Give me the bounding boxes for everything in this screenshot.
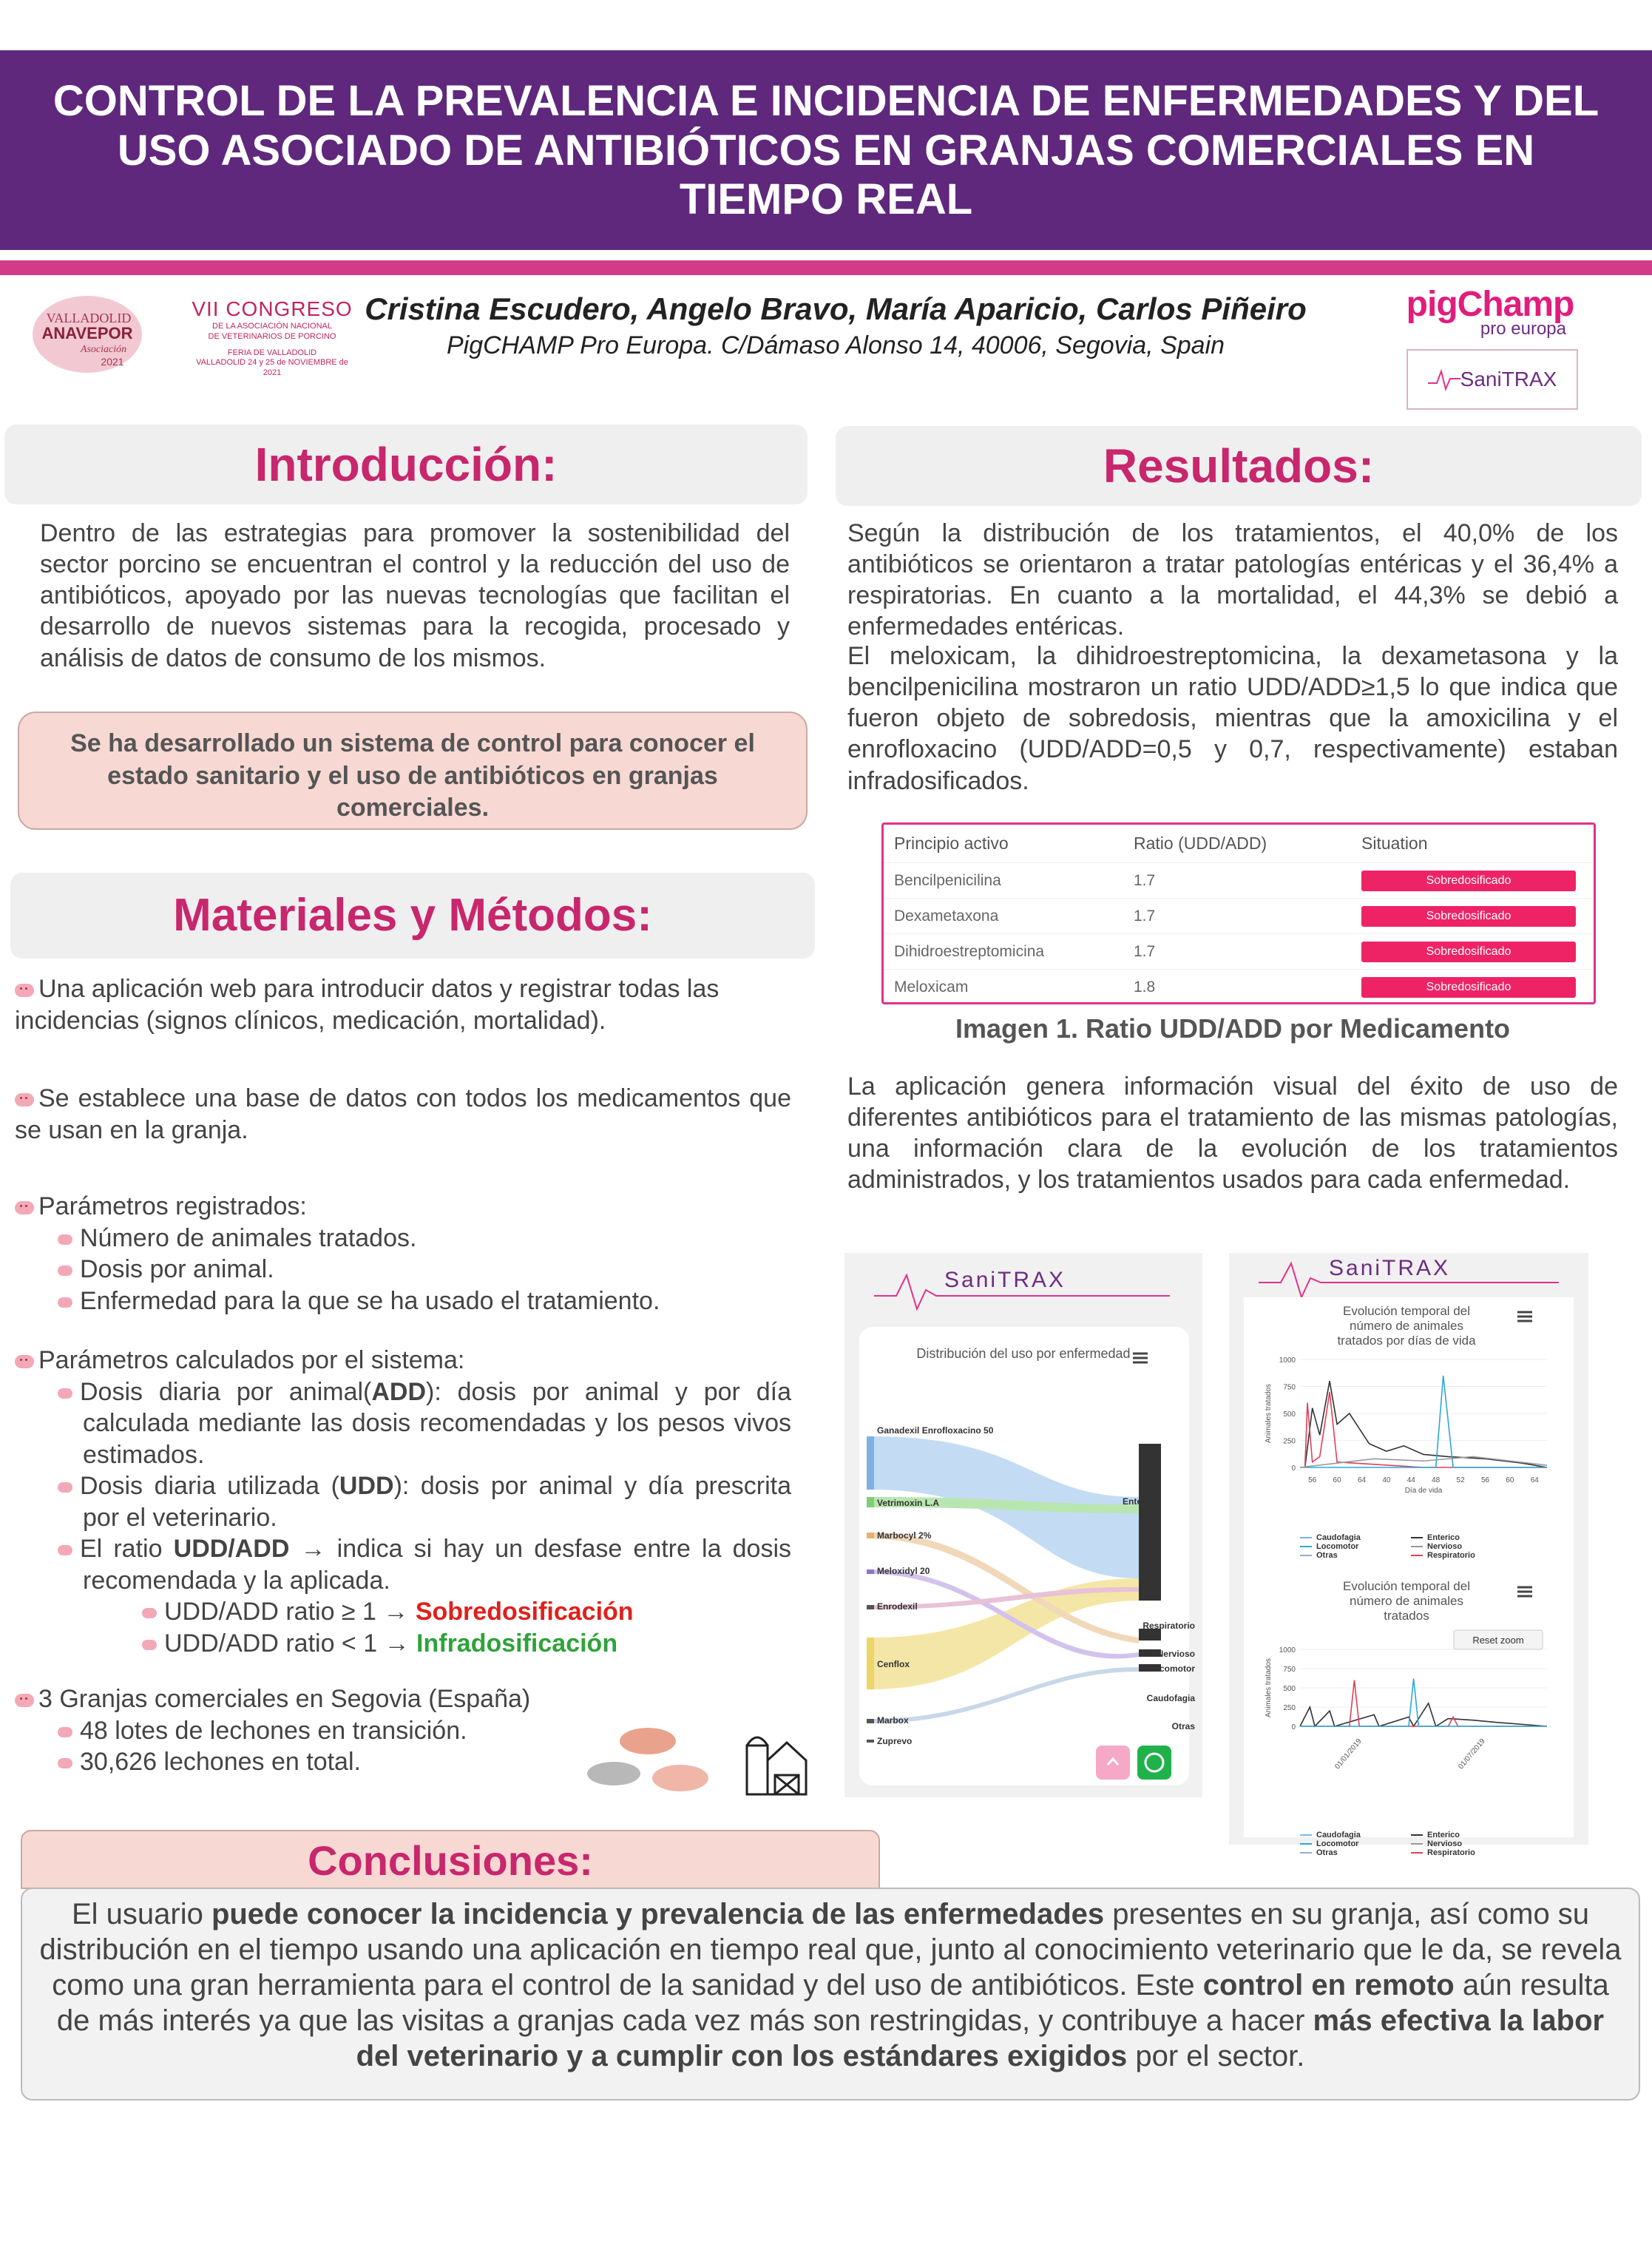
legend-item: Caudofagia <box>1316 1533 1361 1542</box>
y-tick-label: 750 <box>1283 1383 1296 1392</box>
table-header <box>884 825 1594 863</box>
x-axis-label: Día de vida <box>1404 1487 1443 1495</box>
pigchamp-name: pigChamp <box>1406 285 1574 324</box>
cell-name: Bencilpenicilina <box>894 871 1001 889</box>
congreso-l4: VALLADOLID 24 y 25 de NOVIEMBRE de 2021 <box>196 358 348 377</box>
header-stripe <box>0 260 1652 275</box>
legend-item: Locomotor <box>1316 1542 1359 1551</box>
scroll-top-button[interactable] <box>1096 1746 1130 1780</box>
sankey-tgt-5: Caudofagia <box>1146 1693 1195 1703</box>
pigchamp-logo <box>1398 284 1582 339</box>
congreso-l2: DE VETERINARIOS DE PORCINO <box>208 331 336 341</box>
chart2-title-l2: número de animales <box>1349 1594 1464 1608</box>
pig-bullet-icon <box>15 1201 34 1214</box>
x-tick-label: 01/01/2019 <box>1333 1737 1364 1771</box>
legend-item: Otras <box>1316 1848 1338 1857</box>
x-tick-label: 44 <box>1406 1476 1415 1484</box>
methods-bullet-5: 3 Granjas comerciales en Segovia (España) 48 lotes de lechones en transición. 30,626 lechones en total. <box>15 1683 606 1778</box>
author-block <box>325 291 1346 360</box>
sankey-logo: SaniTRAX <box>944 1268 1066 1292</box>
pig-3 <box>652 1765 708 1791</box>
y-tick-label: 500 <box>1283 1410 1296 1419</box>
pigchamp-sub: pro europa <box>1480 319 1566 339</box>
title-line-3: TIEMPO REAL <box>679 175 973 224</box>
results-paragraph-2: El meloxicam, la dihidroestreptomicina, la dexametasona y la bencilpenicilina mostraron un ratio UDD/ADD≥1,5 lo que indica que fueron objeto de sobredosis, mientras que la amoxicilina y el enrofloxacino (UDD/ADD=0,5 y 0,7, respectivamente) estaban infradosificados. <box>847 642 1618 795</box>
sankey-src-3: Marbocyl 2% <box>877 1530 932 1541</box>
legend-item: Enterico <box>1427 1533 1460 1542</box>
small-pig-icon <box>58 1234 72 1245</box>
small-pig-icon <box>142 1640 157 1650</box>
small-pig-icon <box>58 1482 72 1493</box>
timeline-screenshot <box>1229 1253 1588 1857</box>
x-tick-label: 60 <box>1506 1476 1514 1484</box>
col-principio[interactable]: Principio activo <box>894 834 1009 853</box>
x-tick-label: 52 <box>1456 1476 1465 1484</box>
chart2-title-l3: tratados <box>1384 1609 1429 1623</box>
y-axis-label: Animales tratados <box>1265 1658 1273 1717</box>
y-tick-label: 500 <box>1283 1685 1296 1693</box>
results-paragraph-3: La aplicación genera información visual del éxito de uso de diferentes antibióticos para el tratamiento de las mismas patologías, una información clara de la evolución de los tratamientos administrados, y los tratamientos usados para cada enfermedad. <box>847 1072 1618 1195</box>
sankey-src-1: Ganadexil Enrofloxacino 50 <box>877 1425 994 1436</box>
methods-heading: Materiales y Métodos: <box>10 873 815 959</box>
legend-item: Respiratorio <box>1427 1848 1475 1857</box>
anav-text-1: VALLADOLID <box>46 311 132 325</box>
anav-text-4: 2021 <box>101 356 124 368</box>
chart1-title-l1: Evolución temporal del <box>1343 1304 1470 1318</box>
y-tick-label: 250 <box>1283 1437 1296 1446</box>
table-row <box>884 899 1594 934</box>
pigs-farm-illustration <box>584 1716 828 1805</box>
x-tick-label: 56 <box>1480 1476 1490 1484</box>
sankey-tgt-2: Respiratorio <box>1142 1621 1195 1631</box>
status-badge: Sobredosificado <box>1361 871 1576 891</box>
table-row <box>884 970 1594 1005</box>
cell-name: Dexametaxona <box>894 907 999 925</box>
legend-item: Locomotor <box>1316 1839 1359 1848</box>
whatsapp-button[interactable] <box>1137 1746 1171 1780</box>
legend-item: Nervioso <box>1427 1542 1463 1551</box>
status-badge: Sobredosificado <box>1361 942 1576 962</box>
reset-zoom-label: Reset zoom <box>1472 1635 1524 1646</box>
sankey-title: Distribución del uso por enfermedad <box>916 1346 1131 1361</box>
heartbeat-icon <box>1428 368 1460 391</box>
sankey-src-4: Meloxidyl 20 <box>877 1566 930 1576</box>
x-tick-label: 60 <box>1333 1476 1341 1484</box>
x-tick-label: 48 <box>1432 1476 1441 1484</box>
x-tick-label: 64 <box>1530 1476 1539 1484</box>
sankey-tgt-6: Otras <box>1171 1721 1195 1731</box>
barn-icon <box>747 1737 806 1794</box>
sankey-screenshot <box>844 1253 1202 1797</box>
anav-text-2: ANAVEPOR <box>41 324 133 342</box>
status-badge: Sobredosificado <box>1361 977 1576 998</box>
chart2-title-l1: Evolución temporal del <box>1343 1579 1470 1593</box>
methods-bullet-3: Parámetros registrados: Número de animales tratados. Dosis por animal. Enfermedad para la que se ha usado el tratamiento. <box>15 1191 791 1317</box>
chart1-title-l3: tratados por días de vida <box>1337 1334 1476 1348</box>
y-tick-label: 250 <box>1283 1704 1296 1712</box>
sankey-tgt-4: Locomotor <box>1148 1663 1195 1674</box>
authors: Cristina Escudero, Angelo Bravo, María Aparicio, Carlos Piñeiro <box>365 291 1307 326</box>
cell-ratio: 1.8 <box>1134 979 1156 996</box>
conclusions-text: El usuario puede conocer la incidencia y prevalencia de las enfermedades presentes en su granja, así como su distribución en el tiempo usando una aplicación en tiempo real que, junto al conocimiento veterinario que le da, se revela como una gran herramienta para el control de la sanidad y del uso de antibióticos. Este control en remoto aún resulta de más interés ya que las visitas a granjas cada vez más son restringidas, y contribuye a hacer más efectiva la labor del veterinario y a cumplir con los estándares exigidos por el sector. <box>21 1888 1640 2101</box>
y-tick-label: 1000 <box>1279 1356 1296 1365</box>
y-tick-label: 0 <box>1291 1464 1296 1473</box>
col-ratio[interactable]: Ratio (UDD/ADD) <box>1134 834 1267 853</box>
sankey-src-7: Marbox <box>877 1715 909 1726</box>
sankey-tgt-1: Enterico <box>1122 1496 1158 1507</box>
status-badge: Sobredosificado <box>1361 906 1576 927</box>
small-pig-icon <box>58 1545 72 1555</box>
pig-2 <box>587 1762 640 1785</box>
pig-bullet-icon <box>15 1694 34 1707</box>
x-tick-label: 40 <box>1382 1476 1391 1484</box>
methods-bullet-4: Parámetros calculados por el sistema: Dosis diaria por animal(ADD): dosis por animal y por día calculada mediante las dosis recomendadas y los pesos vivos estimados. Dosis diaria utilizada (UDD): dosis por animal y día prescrita por el veterinario. El ratio UDD/ADD → indica si hay un desfase entre la dosis recomendada y la aplicada. UDD/ADD ratio ≥ 1 → Sobredosificación UDD/ADD ratio < 1 → Infradosificación <box>15 1345 791 1659</box>
legend-item: Otras <box>1316 1551 1338 1560</box>
anav-text-3: Asociación <box>80 344 127 355</box>
small-pig-icon <box>58 1758 72 1768</box>
intro-highlight: Se ha desarrollado un sistema de control para conocer el estado sanitario y el uso de antibióticos en granjas comerciales. <box>18 712 808 830</box>
sankey-src-8: Zuprevo <box>877 1736 913 1746</box>
title-line-2: USO ASOCIADO DE ANTIBIÓTICOS EN GRANJAS COMERCIALES EN <box>117 126 1535 175</box>
legend-item: Caudofagia <box>1316 1831 1361 1839</box>
methods-bullet-2: Se establece una base de datos con todos los medicamentos que se usan en la granja. <box>15 1084 791 1144</box>
intro-heading: Introducción: <box>4 425 808 504</box>
ratio-table <box>881 822 1596 1004</box>
affiliation: PigCHAMP Pro Europa. C/Dámaso Alonso 14, 40006, Segovia, Spain <box>446 331 1225 359</box>
cell-ratio: 1.7 <box>1134 871 1156 889</box>
methods-bullet-1: Una aplicación web para introducir datos y registrar todas las incidencias (signos clínicos, medicación, mortalidad). <box>15 975 720 1035</box>
results-paragraph-1: Según la distribución de los tratamientos, el 40,0% de los antibióticos se orientaron a tratar patologías entéricas y el 36,4% a respiratorias. En cuanto a la mortalidad, el 44,3% se debió a enfermedades entéricas. <box>847 519 1618 641</box>
sankey-tgt-3: Nervioso <box>1157 1649 1195 1659</box>
y-tick-label: 0 <box>1291 1723 1296 1731</box>
sankey-src-2: Vetrimoxin L.A <box>877 1498 940 1508</box>
congreso-l3: FERIA DE VALLADOLID <box>227 348 317 357</box>
congreso-l1: DE LA ASOCIACIÓN NACIONAL <box>212 322 332 331</box>
legend-item: Nervioso <box>1427 1839 1463 1848</box>
small-pig-icon <box>142 1608 157 1618</box>
results-heading: Resultados: <box>836 426 1642 506</box>
cell-name: Meloxicam <box>894 979 969 996</box>
cell-ratio: 1.7 <box>1134 907 1156 925</box>
pig-bullet-icon <box>15 1355 34 1368</box>
x-tick-label: 01/07/2019 <box>1457 1737 1487 1771</box>
x-tick-label: 56 <box>1308 1476 1317 1484</box>
table-row <box>884 934 1594 970</box>
conclusions-heading: Conclusiones: <box>21 1830 880 1889</box>
overdose-label: Sobredosificación <box>415 1598 634 1626</box>
anavepor-logo <box>30 291 148 380</box>
figure-caption: Imagen 1. Ratio UDD/ADD por Medicamento <box>955 1013 1511 1044</box>
chart1-title-l2: número de animales <box>1349 1319 1464 1333</box>
col-situation[interactable]: Situation <box>1361 834 1428 853</box>
pig-1 <box>620 1728 676 1754</box>
small-pig-icon <box>58 1388 72 1399</box>
small-pig-icon <box>58 1266 72 1276</box>
y-tick-label: 750 <box>1283 1666 1296 1674</box>
y-axis-label: Animales tratados <box>1265 1383 1273 1443</box>
congreso-title: VII CONGRESO <box>192 297 353 320</box>
sankey-src-5: Enrodexil <box>877 1601 918 1612</box>
small-pig-icon <box>58 1727 72 1737</box>
legend-item: Enterico <box>1427 1831 1460 1839</box>
cell-ratio: 1.7 <box>1134 942 1156 960</box>
sanitrax-label: SaniTRAX <box>1460 368 1557 391</box>
sanitrax-logo <box>1406 349 1578 410</box>
title-line-1: CONTROL DE LA PREVALENCIA E INCIDENCIA DE ENFERMEDADES Y DEL <box>53 77 1599 125</box>
legend-item: Respiratorio <box>1427 1551 1475 1560</box>
intro-text: Dentro de las estrategias para promover la sostenibilidad del sector porcino se encuentran el control y la reducción del uso de antibióticos, apoyado por las nuevas tecnologías que facilitan el desarrollo de nuevos sistemas para la recogida, procesado y análisis de datos de consumo de los mismos. <box>40 519 790 672</box>
pig-bullet-icon <box>15 984 34 997</box>
x-tick-label: 64 <box>1357 1476 1367 1484</box>
timeline-logo: SaniTRAX <box>1329 1256 1451 1280</box>
pig-bullet-icon <box>15 1093 34 1106</box>
underdose-label: Infradosificación <box>416 1629 618 1658</box>
cell-name: Dihidroestreptomicina <box>894 942 1045 960</box>
small-pig-icon <box>58 1297 72 1308</box>
table-row <box>884 863 1594 899</box>
y-tick-label: 1000 <box>1279 1646 1296 1655</box>
poster-title <box>0 50 1652 250</box>
sankey-src-6: Cenflox <box>877 1659 910 1669</box>
